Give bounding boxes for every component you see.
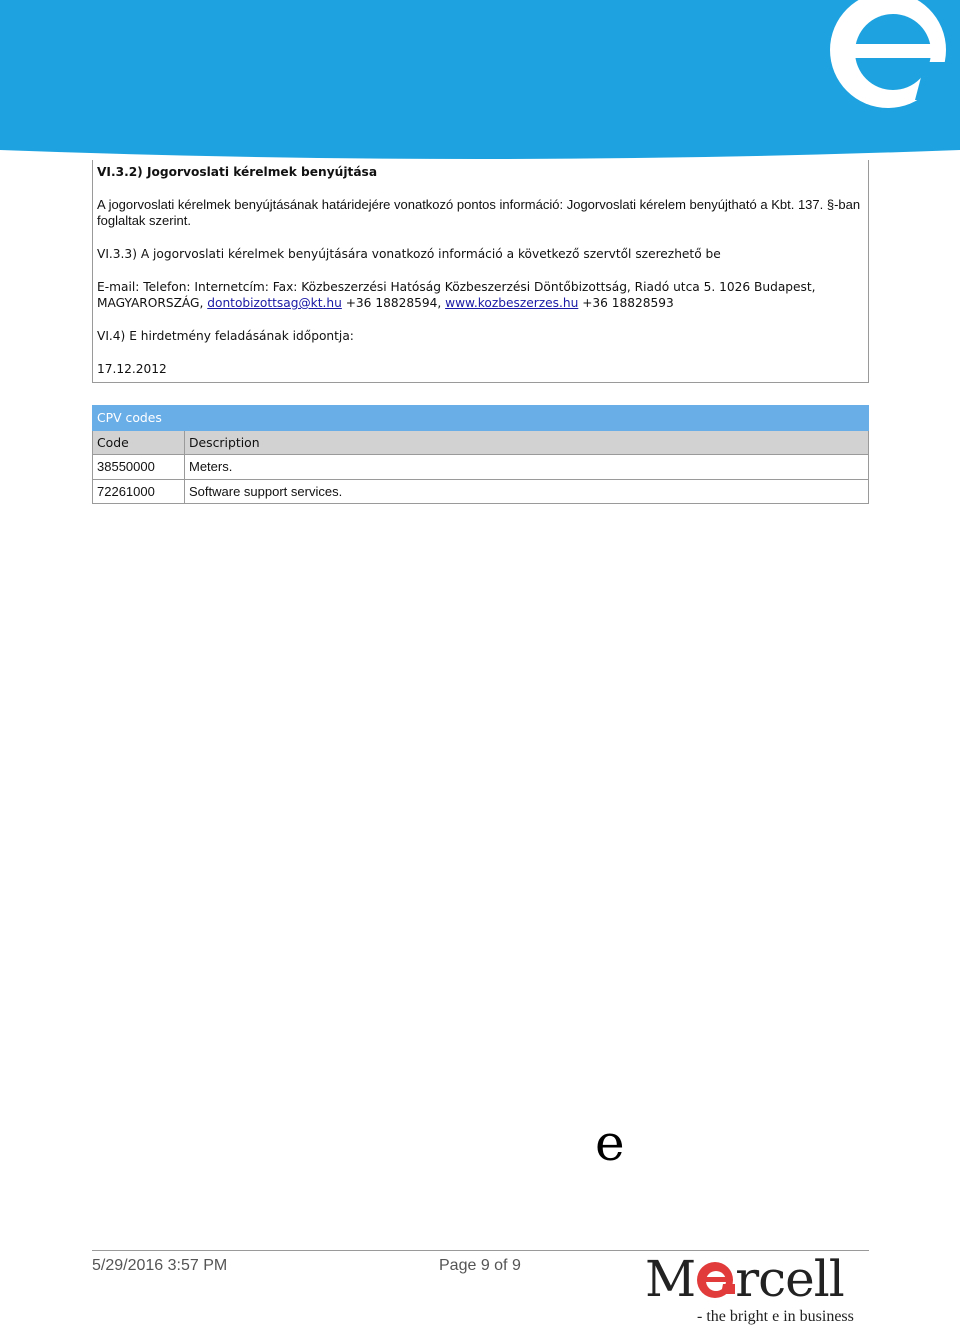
logo-letter-m: M xyxy=(645,1250,696,1308)
cpv-title-row xyxy=(93,406,869,431)
contact-country: MAGYARORSZÁG, xyxy=(97,296,204,310)
cpv-desc-cell: Meters. xyxy=(185,455,869,480)
cpv-table xyxy=(92,405,869,504)
logo-e-icon xyxy=(595,1114,735,1300)
contact-line-2 xyxy=(97,295,864,311)
cpv-title: CPV codes xyxy=(93,406,869,431)
logo-wordmark xyxy=(595,1114,844,1308)
section-vi4-date: 17.12.2012 xyxy=(97,362,167,376)
section-vi33-heading: VI.3.3) A jogorvoslati kérelmek benyújtására vonatkozó információ a következő szervtől szerezhető be xyxy=(97,247,721,261)
marcell-logo xyxy=(595,1114,870,1326)
section-vi4-heading: VI.4) E hirdetmény feladásának időpontja: xyxy=(97,329,354,343)
table-row xyxy=(93,479,869,504)
logo-letters-rcell: rcell xyxy=(735,1250,844,1308)
section-vi32-heading: VI.3.2) Jogorvoslati kérelmek benyújtása xyxy=(97,165,378,179)
logo-e-letter: e xyxy=(595,1114,624,1172)
section-vi33-contact xyxy=(97,279,864,311)
cpv-desc-cell: Software support services. xyxy=(185,479,869,504)
cpv-code-cell: 72261000 xyxy=(93,479,185,504)
website-link[interactable]: www.kozbeszerzes.hu xyxy=(445,296,579,310)
cpv-code-cell: 38550000 xyxy=(93,455,185,480)
header-banner xyxy=(0,0,960,165)
section-vi32-text: A jogorvoslati kérelmek benyújtásának határidejére vonatkozó pontos információ: Jogorvoslati kérelem benyújtható a Kbt. 137. §-ban foglaltak szerint. xyxy=(97,197,861,228)
section-vi-box xyxy=(92,160,869,383)
cpv-col-code: Code xyxy=(93,430,185,455)
cpv-col-description: Description xyxy=(185,430,869,455)
footer-datetime: 5/29/2016 3:57 PM xyxy=(92,1257,228,1274)
contact-phone: +36 18828594, xyxy=(345,296,442,310)
contact-line-1: E-mail: Telefon: Internetcím: Fax: Közbeszerzési Hatóság Közbeszerzési Döntőbizottság, Riadó utca 5. 1026 Budapest, xyxy=(97,280,816,294)
contact-fax: +36 18828593 xyxy=(582,296,674,310)
banner-graphic xyxy=(0,0,960,165)
email-link[interactable]: dontobizottsag@kt.hu xyxy=(207,296,342,310)
table-row xyxy=(93,455,869,480)
footer-page-number: Page 9 of 9 xyxy=(439,1257,521,1274)
logo-tagline: - the bright e in business xyxy=(697,1308,854,1325)
cpv-header-row xyxy=(93,430,869,455)
